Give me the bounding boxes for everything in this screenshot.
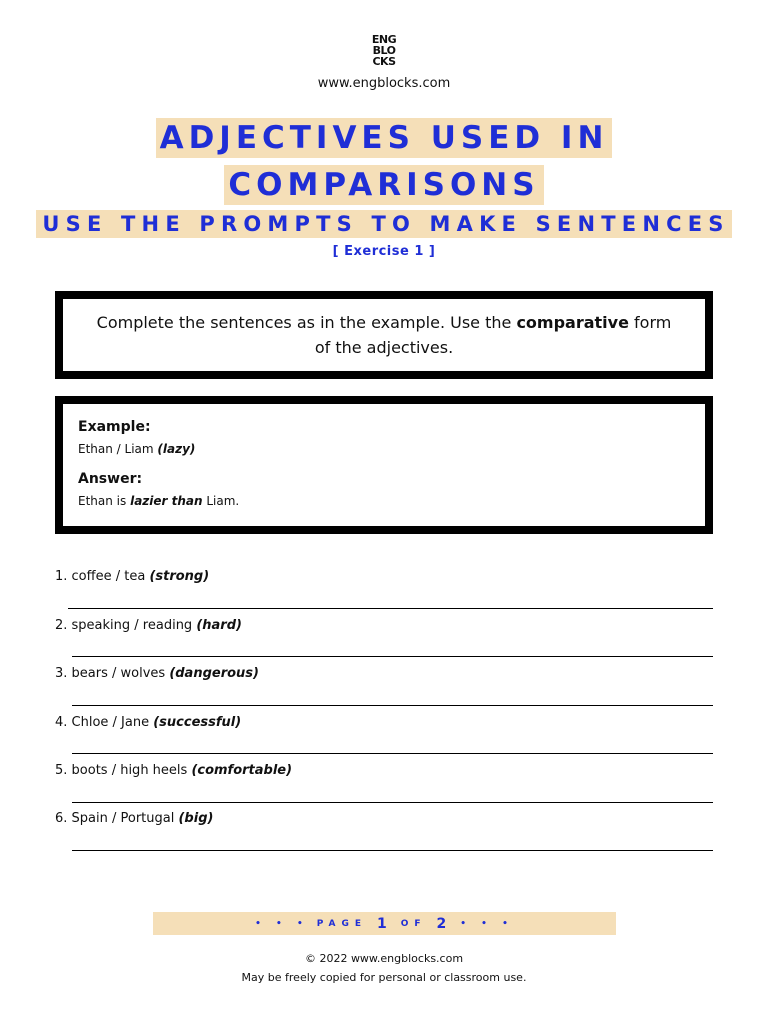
- question-1: [55, 568, 209, 586]
- page-current: 1: [376, 915, 391, 932]
- dots-right: • • •: [460, 918, 514, 929]
- question-6: [55, 810, 213, 828]
- page-total: 2: [436, 915, 451, 932]
- answer-line-4[interactable]: [72, 753, 713, 754]
- answer-line-2[interactable]: [72, 656, 713, 657]
- instructions-box: [55, 291, 713, 379]
- question-prompt: 3. bears / wolves: [55, 666, 170, 681]
- instructions-bold: comparative: [516, 313, 629, 332]
- question-adjective: (comfortable): [191, 763, 293, 778]
- site-url: www.engblocks.com: [317, 76, 451, 91]
- question-adjective: (successful): [153, 715, 242, 730]
- instructions-text: [93, 310, 675, 360]
- instructions-before: Complete the sentences as in the example. Use the: [96, 313, 517, 332]
- worksheet-title-line-2: [0, 165, 768, 205]
- footer-license: May be freely copied for personal or classroom use.: [241, 971, 527, 984]
- question-prompt: 2. speaking / reading: [55, 618, 197, 633]
- page-indicator: [153, 912, 616, 935]
- question-4: [55, 714, 241, 732]
- question-adjective: (big): [178, 811, 214, 826]
- dots-left: • • •: [255, 918, 309, 929]
- example-label: Example:: [78, 419, 151, 435]
- question-prompt: 1. coffee / tea: [55, 569, 150, 584]
- title-text: COMPARISONS: [224, 165, 543, 205]
- question-adjective: (strong): [149, 569, 210, 584]
- question-prompt: 5. boots / high heels: [55, 763, 192, 778]
- exercise-label: [ Exercise 1 ]: [332, 244, 436, 259]
- answer-line-3[interactable]: [72, 705, 713, 706]
- of-word: OF: [400, 918, 427, 929]
- question-3: [55, 665, 259, 683]
- question-adjective: (hard): [196, 618, 242, 633]
- logo-line: BLO: [372, 44, 396, 57]
- title-text: ADJECTIVES USED IN: [156, 118, 613, 158]
- footer-copyright: © 2022 www.engblocks.com: [304, 952, 464, 965]
- answer-text: [78, 492, 690, 510]
- engblocks-logo: [368, 34, 400, 67]
- answer-line-6[interactable]: [72, 850, 713, 851]
- subtitle-text: USE THE PROMPTS TO MAKE SENTENCES: [36, 210, 731, 238]
- instructions-after: form of the adjectives.: [314, 313, 672, 357]
- example-prompt: [78, 440, 690, 458]
- question-adjective: (dangerous): [169, 666, 259, 681]
- question-5: [55, 762, 292, 780]
- answer-line-5[interactable]: [72, 802, 713, 803]
- question-prompt: 6. Spain / Portugal: [55, 811, 179, 826]
- subtitle: [0, 210, 768, 238]
- worksheet-title-line-1: [0, 118, 768, 158]
- logo-line: ENG: [371, 33, 397, 46]
- answer-label: Answer:: [78, 471, 143, 487]
- logo-line: CKS: [372, 55, 396, 68]
- page-word: PAGE: [316, 918, 367, 929]
- question-prompt: 4. Chloe / Jane: [55, 715, 154, 730]
- answer-before: Ethan is: [78, 494, 131, 508]
- example-adjective: (lazy): [157, 442, 196, 456]
- example-prompt-text: Ethan / Liam: [78, 442, 158, 456]
- example-box: [55, 396, 713, 534]
- answer-line-1[interactable]: [68, 608, 713, 609]
- answer-after: Liam.: [202, 494, 240, 508]
- answer-bold: lazier than: [130, 494, 203, 508]
- question-2: [55, 617, 242, 635]
